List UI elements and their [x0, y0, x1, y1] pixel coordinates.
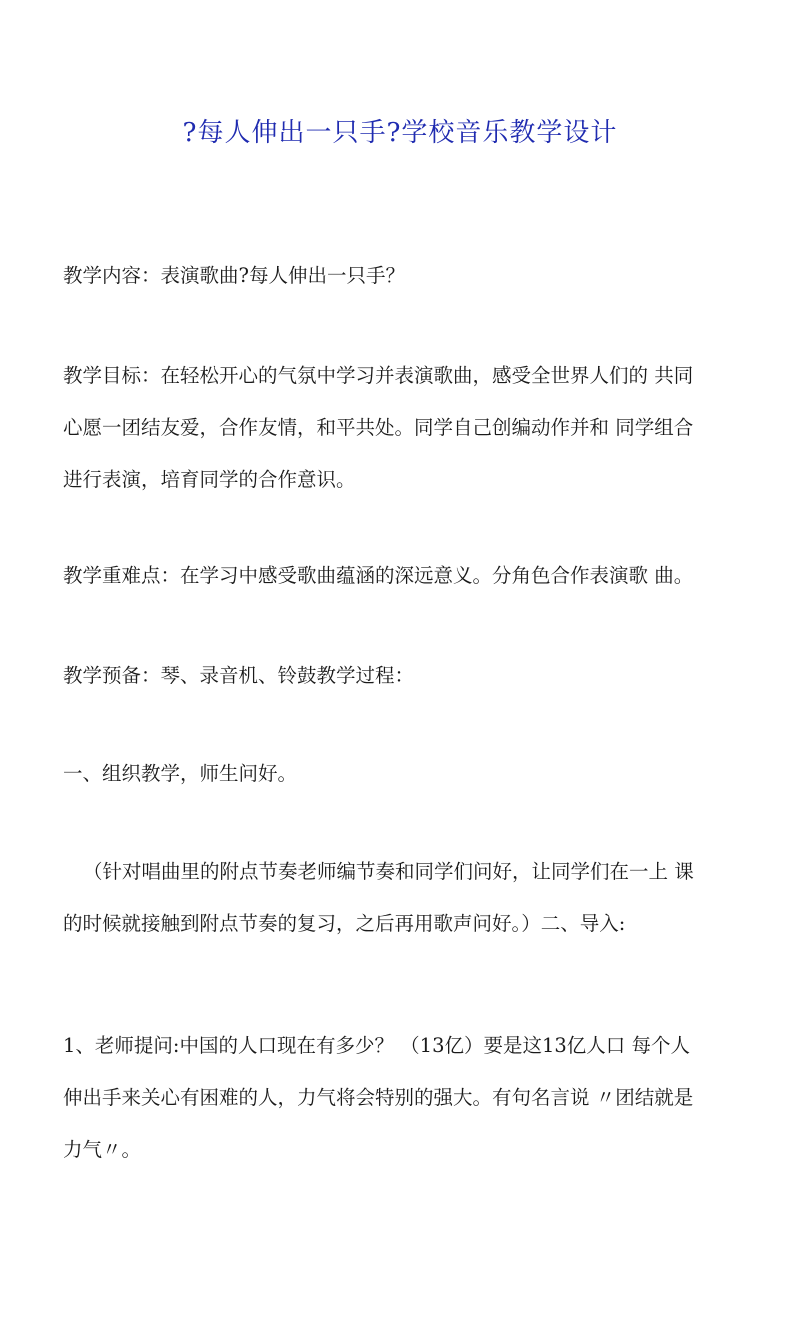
text-line: 教学重难点：在学习中感受歌曲蕴涵的深远意义。分角色合作表演歌 曲。 [63, 564, 694, 587]
paragraph-teaching-content [63, 250, 753, 302]
text-line: 1、老师提问:中国的人口现在有多少？ （13亿）要是这13亿人口 每个人 [63, 1034, 690, 1057]
paragraph-preparation [63, 650, 753, 702]
paragraph-note [63, 846, 753, 950]
text-line: 进行表演，培育同学的合作意识。 [63, 468, 356, 491]
paragraph-teaching-goal [63, 350, 753, 506]
text-line: 心愿一团结友爱，合作友情，和平共处。同学自己创编动作并和 同学组合 [63, 416, 694, 439]
text-line: 教学预备：琴、录音机、铃鼓教学过程： [63, 664, 415, 687]
document-title: ?每人伸出一只手?学校音乐教学设计 [182, 118, 618, 148]
text-line: 一、组织教学，师生问好。 [63, 762, 298, 785]
paragraph-organize-teaching [63, 748, 753, 800]
text-line: 伸出手来关心有困难的人，力气将会特别的强大。有句名言说 〃团结就是 [63, 1086, 694, 1109]
paragraph-key-points [63, 550, 753, 602]
text-line: 力气〃。 [63, 1138, 142, 1161]
paragraph-introduction [63, 1020, 753, 1176]
text-line: （针对唱曲里的附点节奏老师编节奏和同学们问好，让同学们在一上 课 [83, 860, 694, 883]
text-line: 的时候就接触到附点节奏的复习，之后再用歌声问好。）二、导入: [63, 912, 626, 935]
text-line: 教学内容：表演歌曲?每人伸出一只手？ [63, 264, 405, 287]
text-line: 教学目标：在轻松开心的气氛中学习并表演歌曲，感受全世界人们的 共同 [63, 364, 694, 387]
